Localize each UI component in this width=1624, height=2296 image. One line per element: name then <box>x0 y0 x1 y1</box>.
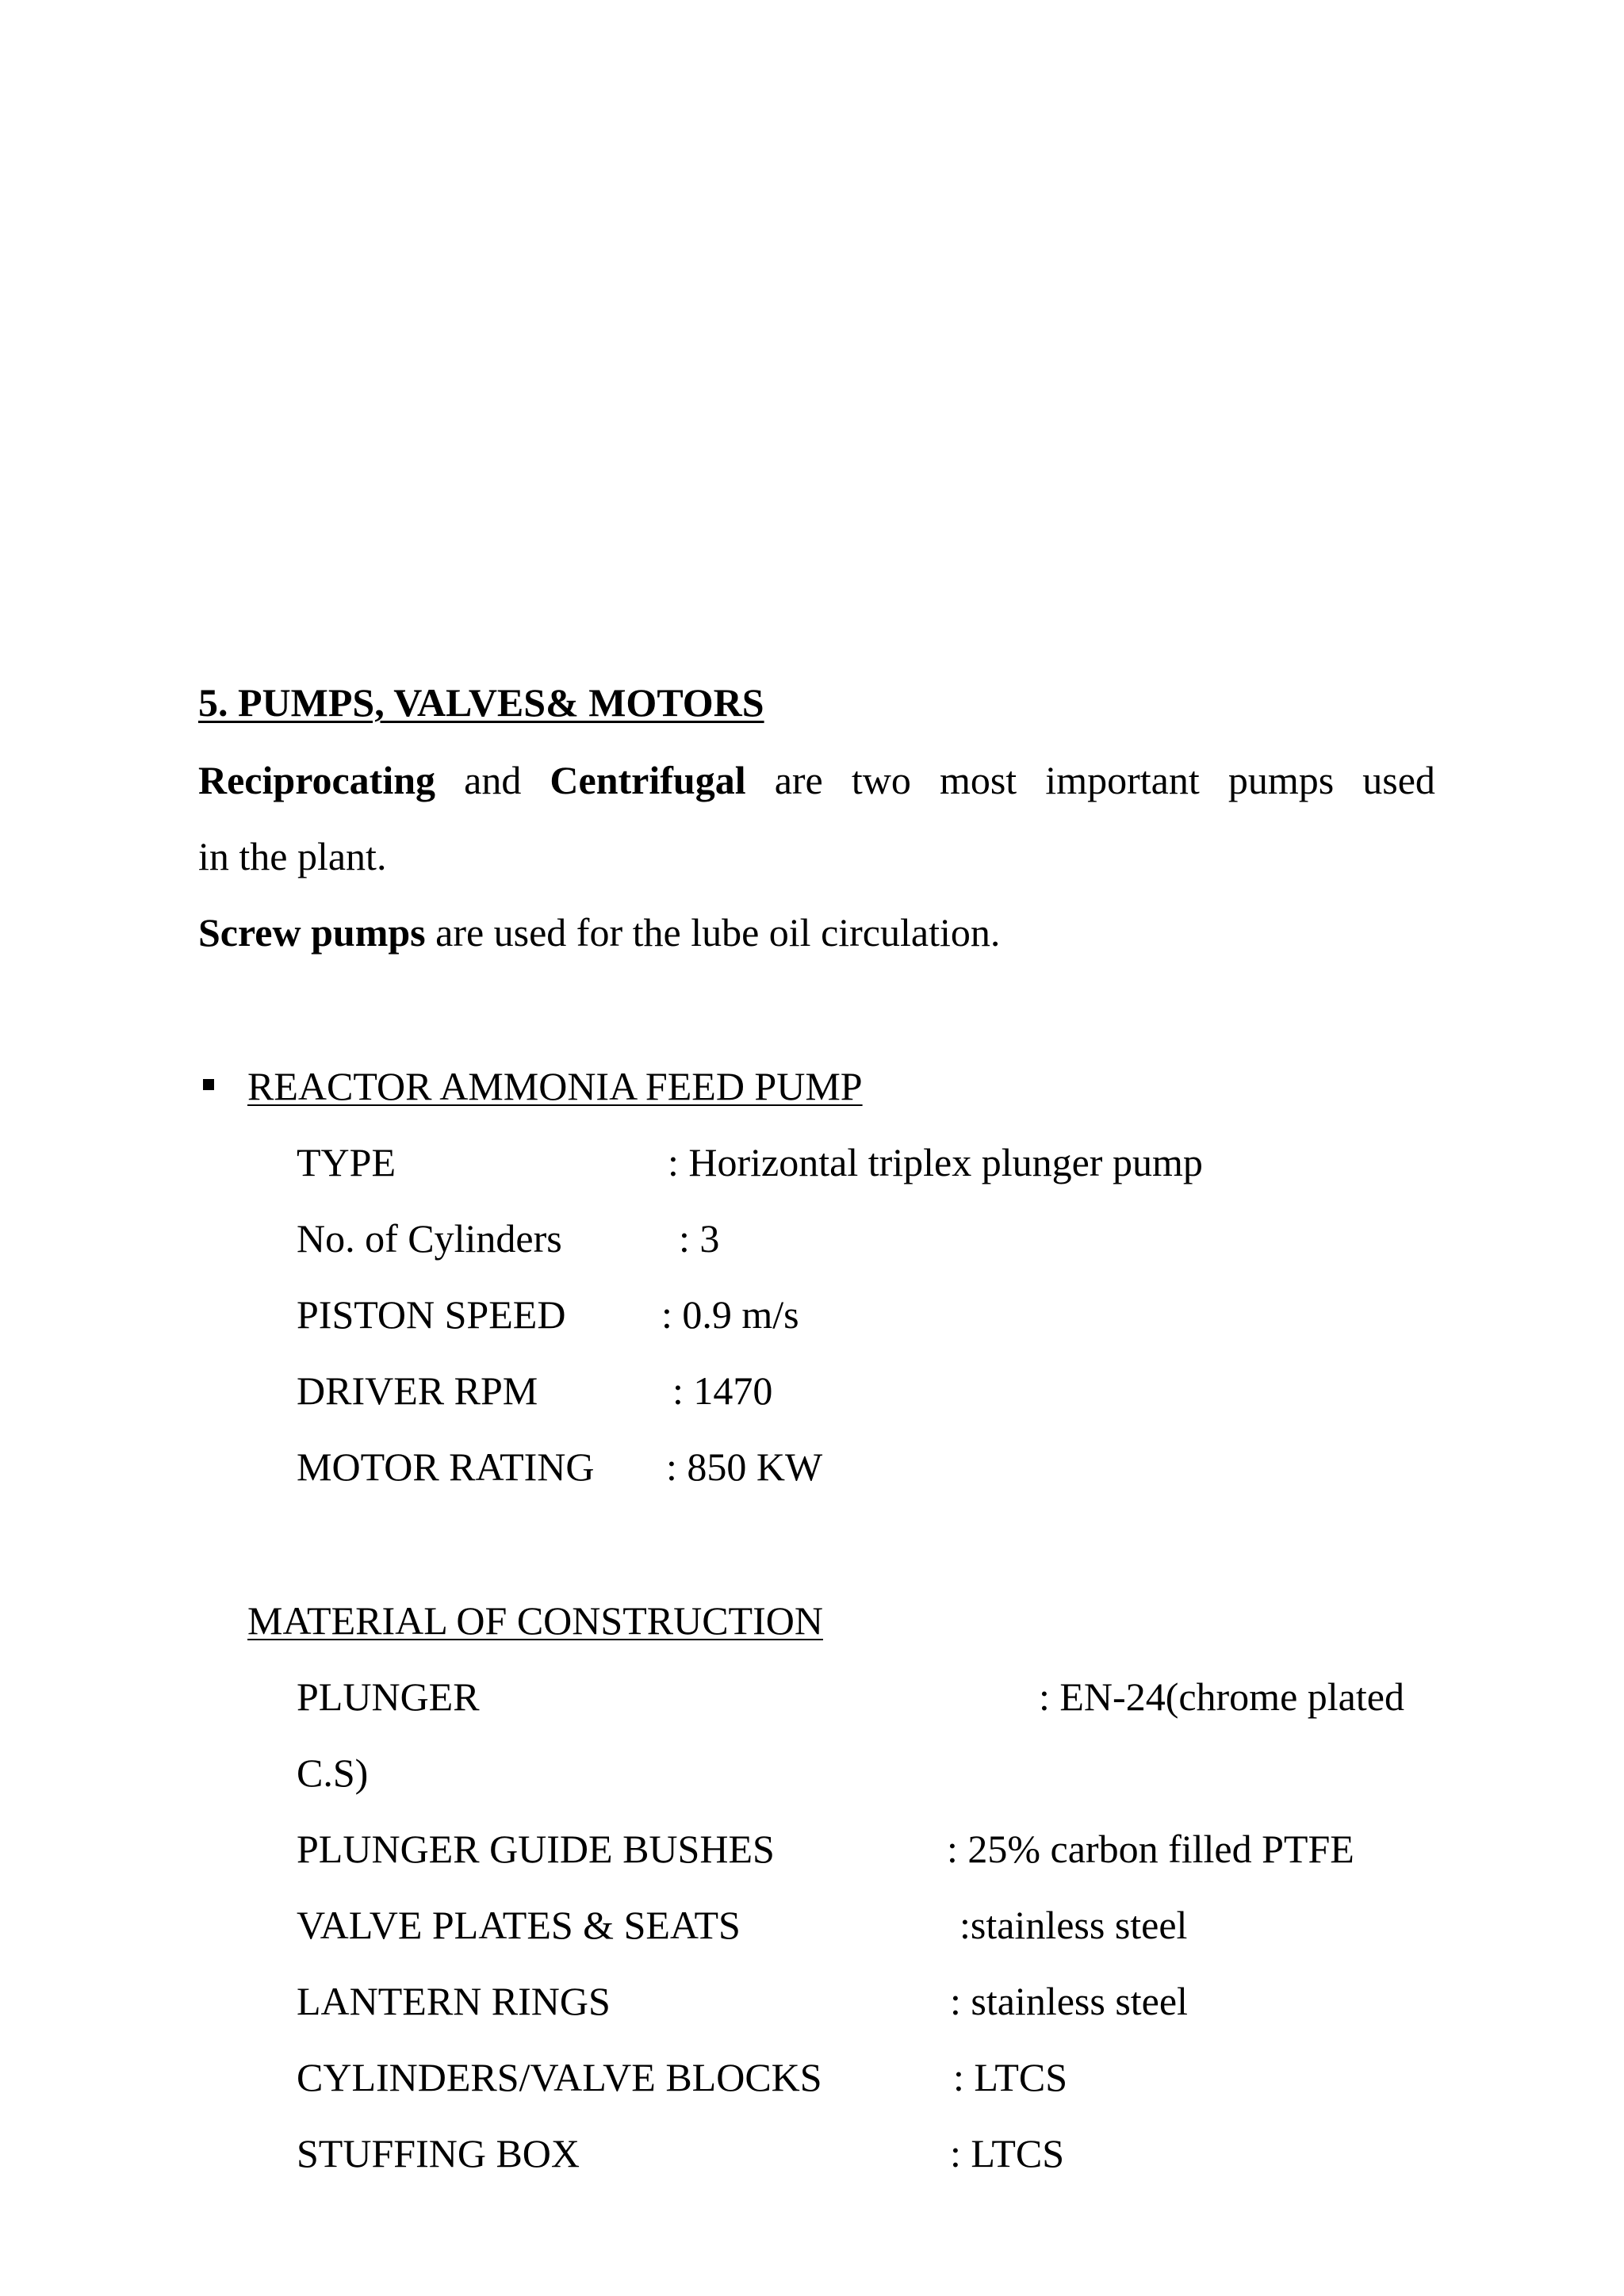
intro-word: are <box>774 758 823 802</box>
intro-word: Centrifugal <box>550 758 746 802</box>
feed-pump-title: REACTOR AMMONIA FEED PUMP <box>247 1064 863 1108</box>
material-value: : LTCS <box>950 2131 1065 2175</box>
intro-word: Reciprocating <box>198 758 436 802</box>
spec-label: PISTON SPEED <box>297 1292 566 1337</box>
intro-word: two <box>851 758 911 802</box>
intro-line-1 <box>198 756 1435 804</box>
spec-label: TYPE <box>297 1140 396 1184</box>
spec-label: No. of Cylinders <box>297 1216 562 1261</box>
spec-label: DRIVER RPM <box>297 1368 538 1413</box>
material-label: VALVE PLATES & SEATS <box>297 1903 741 1947</box>
screw-pumps-text: are used for the lube oil circulation. <box>425 910 1001 955</box>
material-label: PLUNGER GUIDE BUSHES <box>297 1827 775 1871</box>
screw-pumps-term: Screw pumps <box>198 910 426 955</box>
materials-title: MATERIAL OF CONSTRUCTION <box>247 1598 823 1643</box>
spec-value: : 850 KW <box>666 1445 823 1489</box>
intro-word: most <box>939 758 1017 802</box>
material-value-continued: C.S) <box>297 1751 369 1795</box>
intro-word: used <box>1362 758 1435 802</box>
material-value: :stainless steel <box>959 1903 1188 1947</box>
material-value: : stainless steel <box>950 1979 1188 2023</box>
screw-pumps-line <box>198 909 1000 956</box>
spec-value: : Horizontal triplex plunger pump <box>668 1140 1203 1184</box>
material-label: LANTERN RINGS <box>297 1979 611 2023</box>
material-value: : 25% carbon filled PTFE <box>947 1827 1354 1871</box>
intro-word: important <box>1045 758 1200 802</box>
bullet-square-icon <box>203 1079 214 1090</box>
spec-value: : 1470 <box>672 1368 773 1413</box>
spec-value: : 0.9 m/s <box>661 1292 799 1337</box>
intro-line-2: in the plant. <box>198 834 387 878</box>
intro-word: and <box>464 758 522 802</box>
material-label: STUFFING BOX <box>297 2131 580 2175</box>
section-heading: 5. PUMPS, VALVES& MOTORS <box>198 680 764 725</box>
spec-label: MOTOR RATING <box>297 1445 595 1489</box>
material-label: PLUNGER <box>297 1674 480 1719</box>
spec-value: : 3 <box>679 1216 720 1261</box>
material-value: : EN-24(chrome plated <box>1039 1674 1404 1719</box>
material-label: CYLINDERS/VALVE BLOCKS <box>297 2055 822 2099</box>
material-value: : LTCS <box>953 2055 1068 2099</box>
intro-word: pumps <box>1228 758 1335 802</box>
